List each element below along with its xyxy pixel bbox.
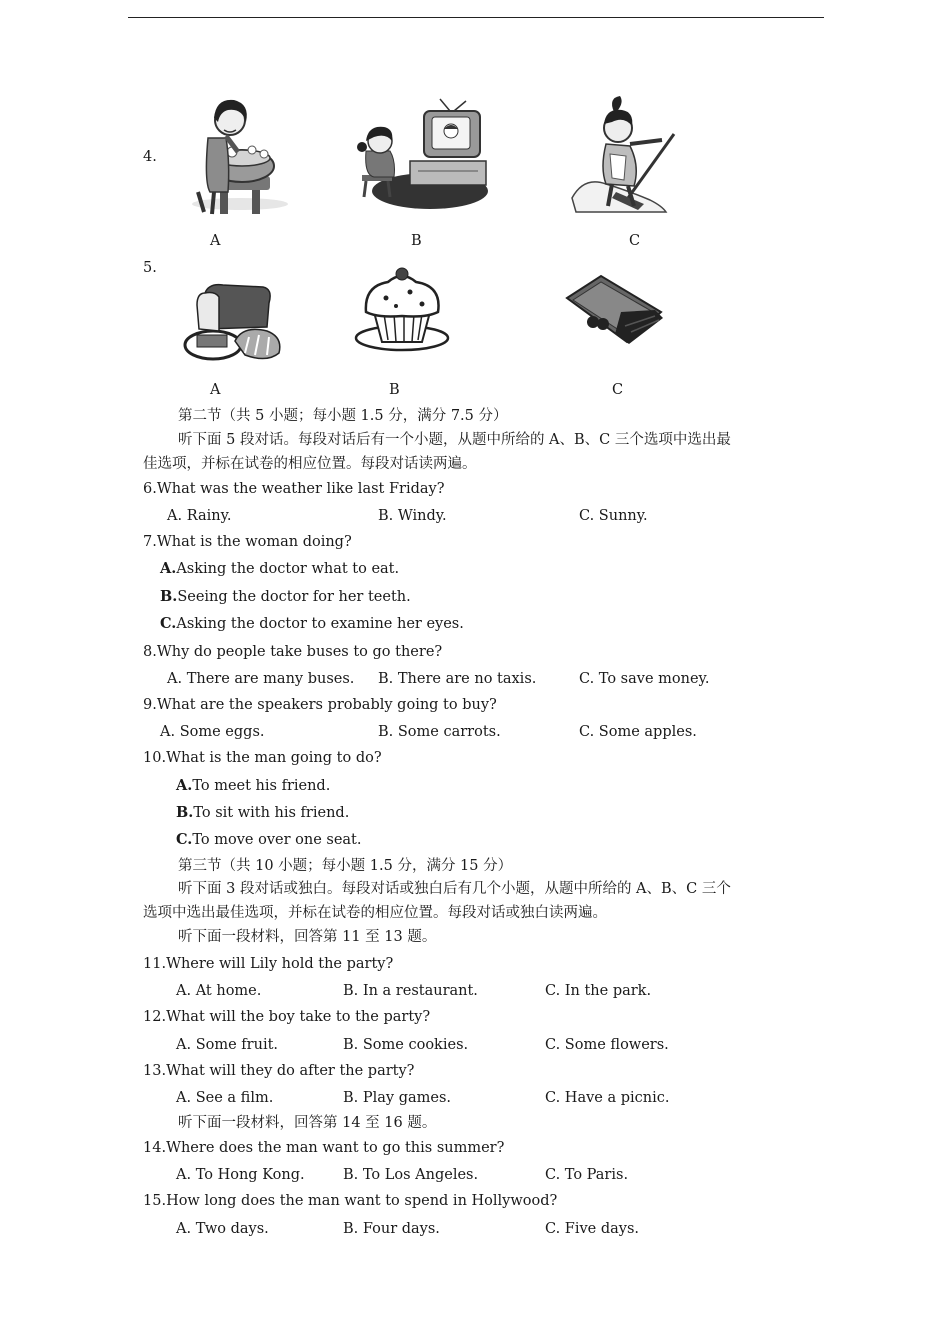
material-intro: 听下面一段材料，回答第 11 至 13 题。	[178, 929, 437, 945]
picture-bread	[183, 283, 285, 363]
question-6	[143, 480, 445, 498]
question-text: What will the boy take to the party?	[166, 1009, 431, 1025]
option-letter-b: B	[389, 382, 400, 398]
option-b[interactable]	[343, 1166, 478, 1184]
option-a[interactable]	[176, 777, 330, 795]
picture-chocolate	[561, 272, 669, 346]
option-letter: A.	[176, 1037, 192, 1053]
option-text: To meet his friend.	[192, 778, 331, 794]
option-text: To sit with his friend.	[193, 805, 350, 821]
option-text: Two days.	[195, 1221, 269, 1237]
question-text: What is the woman doing?	[156, 534, 352, 550]
option-letter: A.	[167, 671, 183, 687]
option-b[interactable]	[343, 1089, 451, 1107]
option-text: To Hong Kong.	[195, 1167, 305, 1183]
option-a[interactable]	[167, 670, 354, 688]
option-text: To move over one seat.	[192, 832, 362, 848]
question-10	[143, 749, 382, 767]
question-text: What is the man going to do?	[166, 750, 382, 766]
question-12	[143, 1008, 430, 1026]
section-instruction: 佳选项，并标在试卷的相应位置。每段对话读两遍。	[143, 456, 477, 472]
question-text: Where will Lily hold the party?	[166, 956, 394, 972]
option-text: See a film.	[195, 1090, 274, 1106]
option-letter: C.	[545, 1090, 561, 1106]
option-b[interactable]	[160, 588, 411, 606]
option-c[interactable]	[545, 1089, 669, 1107]
option-c[interactable]	[176, 831, 362, 849]
option-text: To save money.	[598, 671, 710, 687]
option-text: Sunny.	[598, 508, 648, 524]
option-text: Asking the doctor to examine her eyes.	[176, 616, 464, 632]
option-letter-a: A	[210, 233, 221, 249]
question-15	[143, 1192, 557, 1210]
option-letter: A.	[176, 777, 193, 794]
option-text: Some apples.	[598, 724, 697, 740]
option-c[interactable]	[545, 982, 651, 1000]
option-text: Some cookies.	[362, 1037, 469, 1053]
option-letter: B.	[378, 724, 394, 740]
option-b[interactable]	[343, 1036, 468, 1054]
question-text: How long does the man want to spend in Hollywood?	[166, 1193, 558, 1209]
option-text: Rainy.	[186, 508, 232, 524]
option-text: There are many buses.	[186, 671, 355, 687]
option-letter-c: C	[612, 382, 624, 398]
option-letter: C.	[545, 1167, 561, 1183]
material-intro: 听下面一段材料，回答第 14 至 16 题。	[178, 1115, 437, 1131]
question-7	[143, 533, 352, 551]
option-a[interactable]	[176, 1089, 273, 1107]
option-letter-b: B	[411, 233, 422, 249]
option-letter: B.	[176, 804, 194, 821]
option-b[interactable]	[343, 982, 478, 1000]
option-b[interactable]	[176, 804, 349, 822]
option-text: Have a picnic.	[564, 1090, 670, 1106]
question-number: 9.	[143, 697, 157, 713]
option-letter: A.	[160, 724, 176, 740]
question-number: 8.	[143, 644, 157, 660]
section-instruction: 听下面 5 段对话。每段对话后有一个小题，从题中所给的 A、B、C 三个选项中选出最	[178, 432, 731, 448]
option-text: Some fruit.	[195, 1037, 279, 1053]
option-letter: A.	[176, 1221, 192, 1237]
question-number: 6.	[143, 481, 157, 497]
option-c[interactable]	[160, 615, 464, 633]
question-number: 15.	[143, 1193, 167, 1209]
option-letter: B.	[378, 508, 394, 524]
option-text: Play games.	[362, 1090, 452, 1106]
question-text: What was the weather like last Friday?	[156, 481, 445, 497]
question-number: 4.	[143, 149, 157, 165]
option-text: To Paris.	[564, 1167, 629, 1183]
option-c[interactable]	[579, 670, 709, 688]
option-a[interactable]	[167, 507, 231, 525]
option-letter: B.	[343, 1090, 359, 1106]
option-letter: A.	[160, 560, 177, 577]
option-text: Seeing the doctor for her teeth.	[177, 589, 411, 605]
option-text: At home.	[195, 983, 262, 999]
section-instruction: 听下面 3 段对话或独白。每段对话或独白后有几个小题，从题中所给的 A、B、C 三个	[178, 881, 731, 897]
question-number: 14.	[143, 1140, 167, 1156]
question-number: 10.	[143, 750, 167, 766]
option-a[interactable]	[176, 1220, 269, 1238]
option-letter: B.	[343, 983, 359, 999]
question-14	[143, 1139, 504, 1157]
option-c[interactable]	[545, 1220, 639, 1238]
option-text: In the park.	[564, 983, 652, 999]
question-text: Why do people take buses to go there?	[156, 644, 443, 660]
picture-girl-sweeping-snow	[566, 94, 684, 216]
question-text: What are the speakers probably going to buy?	[156, 697, 497, 713]
option-a[interactable]	[176, 982, 261, 1000]
option-letter: C.	[545, 1221, 561, 1237]
question-number: 11.	[143, 956, 167, 972]
picture-woman-washing-clothes	[168, 92, 300, 218]
option-text: To Los Angeles.	[362, 1167, 479, 1183]
question-number: 12.	[143, 1009, 167, 1025]
option-c[interactable]	[545, 1166, 628, 1184]
option-text: In a restaurant.	[362, 983, 478, 999]
option-letter: B.	[343, 1167, 359, 1183]
option-text: Windy.	[397, 508, 447, 524]
question-number: 7.	[143, 534, 157, 550]
section-instruction: 选项中选出最佳选项，并标在试卷的相应位置。每段对话或独白读两遍。	[143, 905, 607, 921]
question-13	[143, 1062, 414, 1080]
option-c[interactable]	[545, 1036, 669, 1054]
option-letter-a: A	[210, 382, 221, 398]
section-title: 第二节（共 5 小题；每小题 1.5 分，满分 7.5 分）	[178, 408, 508, 424]
option-letter: B.	[343, 1037, 359, 1053]
option-letter: B.	[343, 1221, 359, 1237]
option-a[interactable]	[160, 560, 399, 578]
option-letter-c: C	[629, 233, 641, 249]
option-letter: C.	[160, 615, 177, 632]
option-text: There are no taxis.	[397, 671, 537, 687]
option-letter: A.	[176, 1167, 192, 1183]
section-title: 第三节（共 10 小题；每小题 1.5 分，满分 15 分）	[178, 858, 513, 874]
option-text: Four days.	[362, 1221, 440, 1237]
question-number: 13.	[143, 1063, 167, 1079]
header-rule	[128, 17, 824, 18]
option-text: Some eggs.	[179, 724, 265, 740]
picture-girl-watching-tv	[354, 97, 488, 213]
option-letter: C.	[545, 983, 561, 999]
question-9	[143, 696, 497, 714]
option-letter: A.	[176, 983, 192, 999]
option-text: Some flowers.	[564, 1037, 669, 1053]
option-a[interactable]	[176, 1166, 305, 1184]
option-c[interactable]	[579, 507, 648, 525]
option-a[interactable]	[160, 723, 265, 741]
question-text: Where does the man want to go this summer?	[166, 1140, 505, 1156]
option-letter: C.	[579, 508, 595, 524]
option-letter: C.	[579, 671, 595, 687]
option-b[interactable]	[343, 1220, 440, 1238]
question-11	[143, 955, 393, 973]
question-number: 5.	[143, 260, 157, 276]
option-b[interactable]	[378, 670, 536, 688]
option-b[interactable]	[378, 723, 501, 741]
option-letter: B.	[378, 671, 394, 687]
option-letter: A.	[167, 508, 183, 524]
option-text: Asking the doctor what to eat.	[176, 561, 400, 577]
option-a[interactable]	[176, 1036, 278, 1054]
option-b[interactable]	[378, 507, 447, 525]
option-letter: C.	[579, 724, 595, 740]
option-text: Five days.	[564, 1221, 640, 1237]
option-letter: C.	[176, 831, 193, 848]
picture-cake	[352, 266, 452, 354]
option-c[interactable]	[579, 723, 697, 741]
option-letter: C.	[545, 1037, 561, 1053]
option-letter: A.	[176, 1090, 192, 1106]
option-text: Some carrots.	[397, 724, 501, 740]
question-text: What will they do after the party?	[166, 1063, 415, 1079]
question-8	[143, 643, 442, 661]
option-letter: B.	[160, 588, 178, 605]
